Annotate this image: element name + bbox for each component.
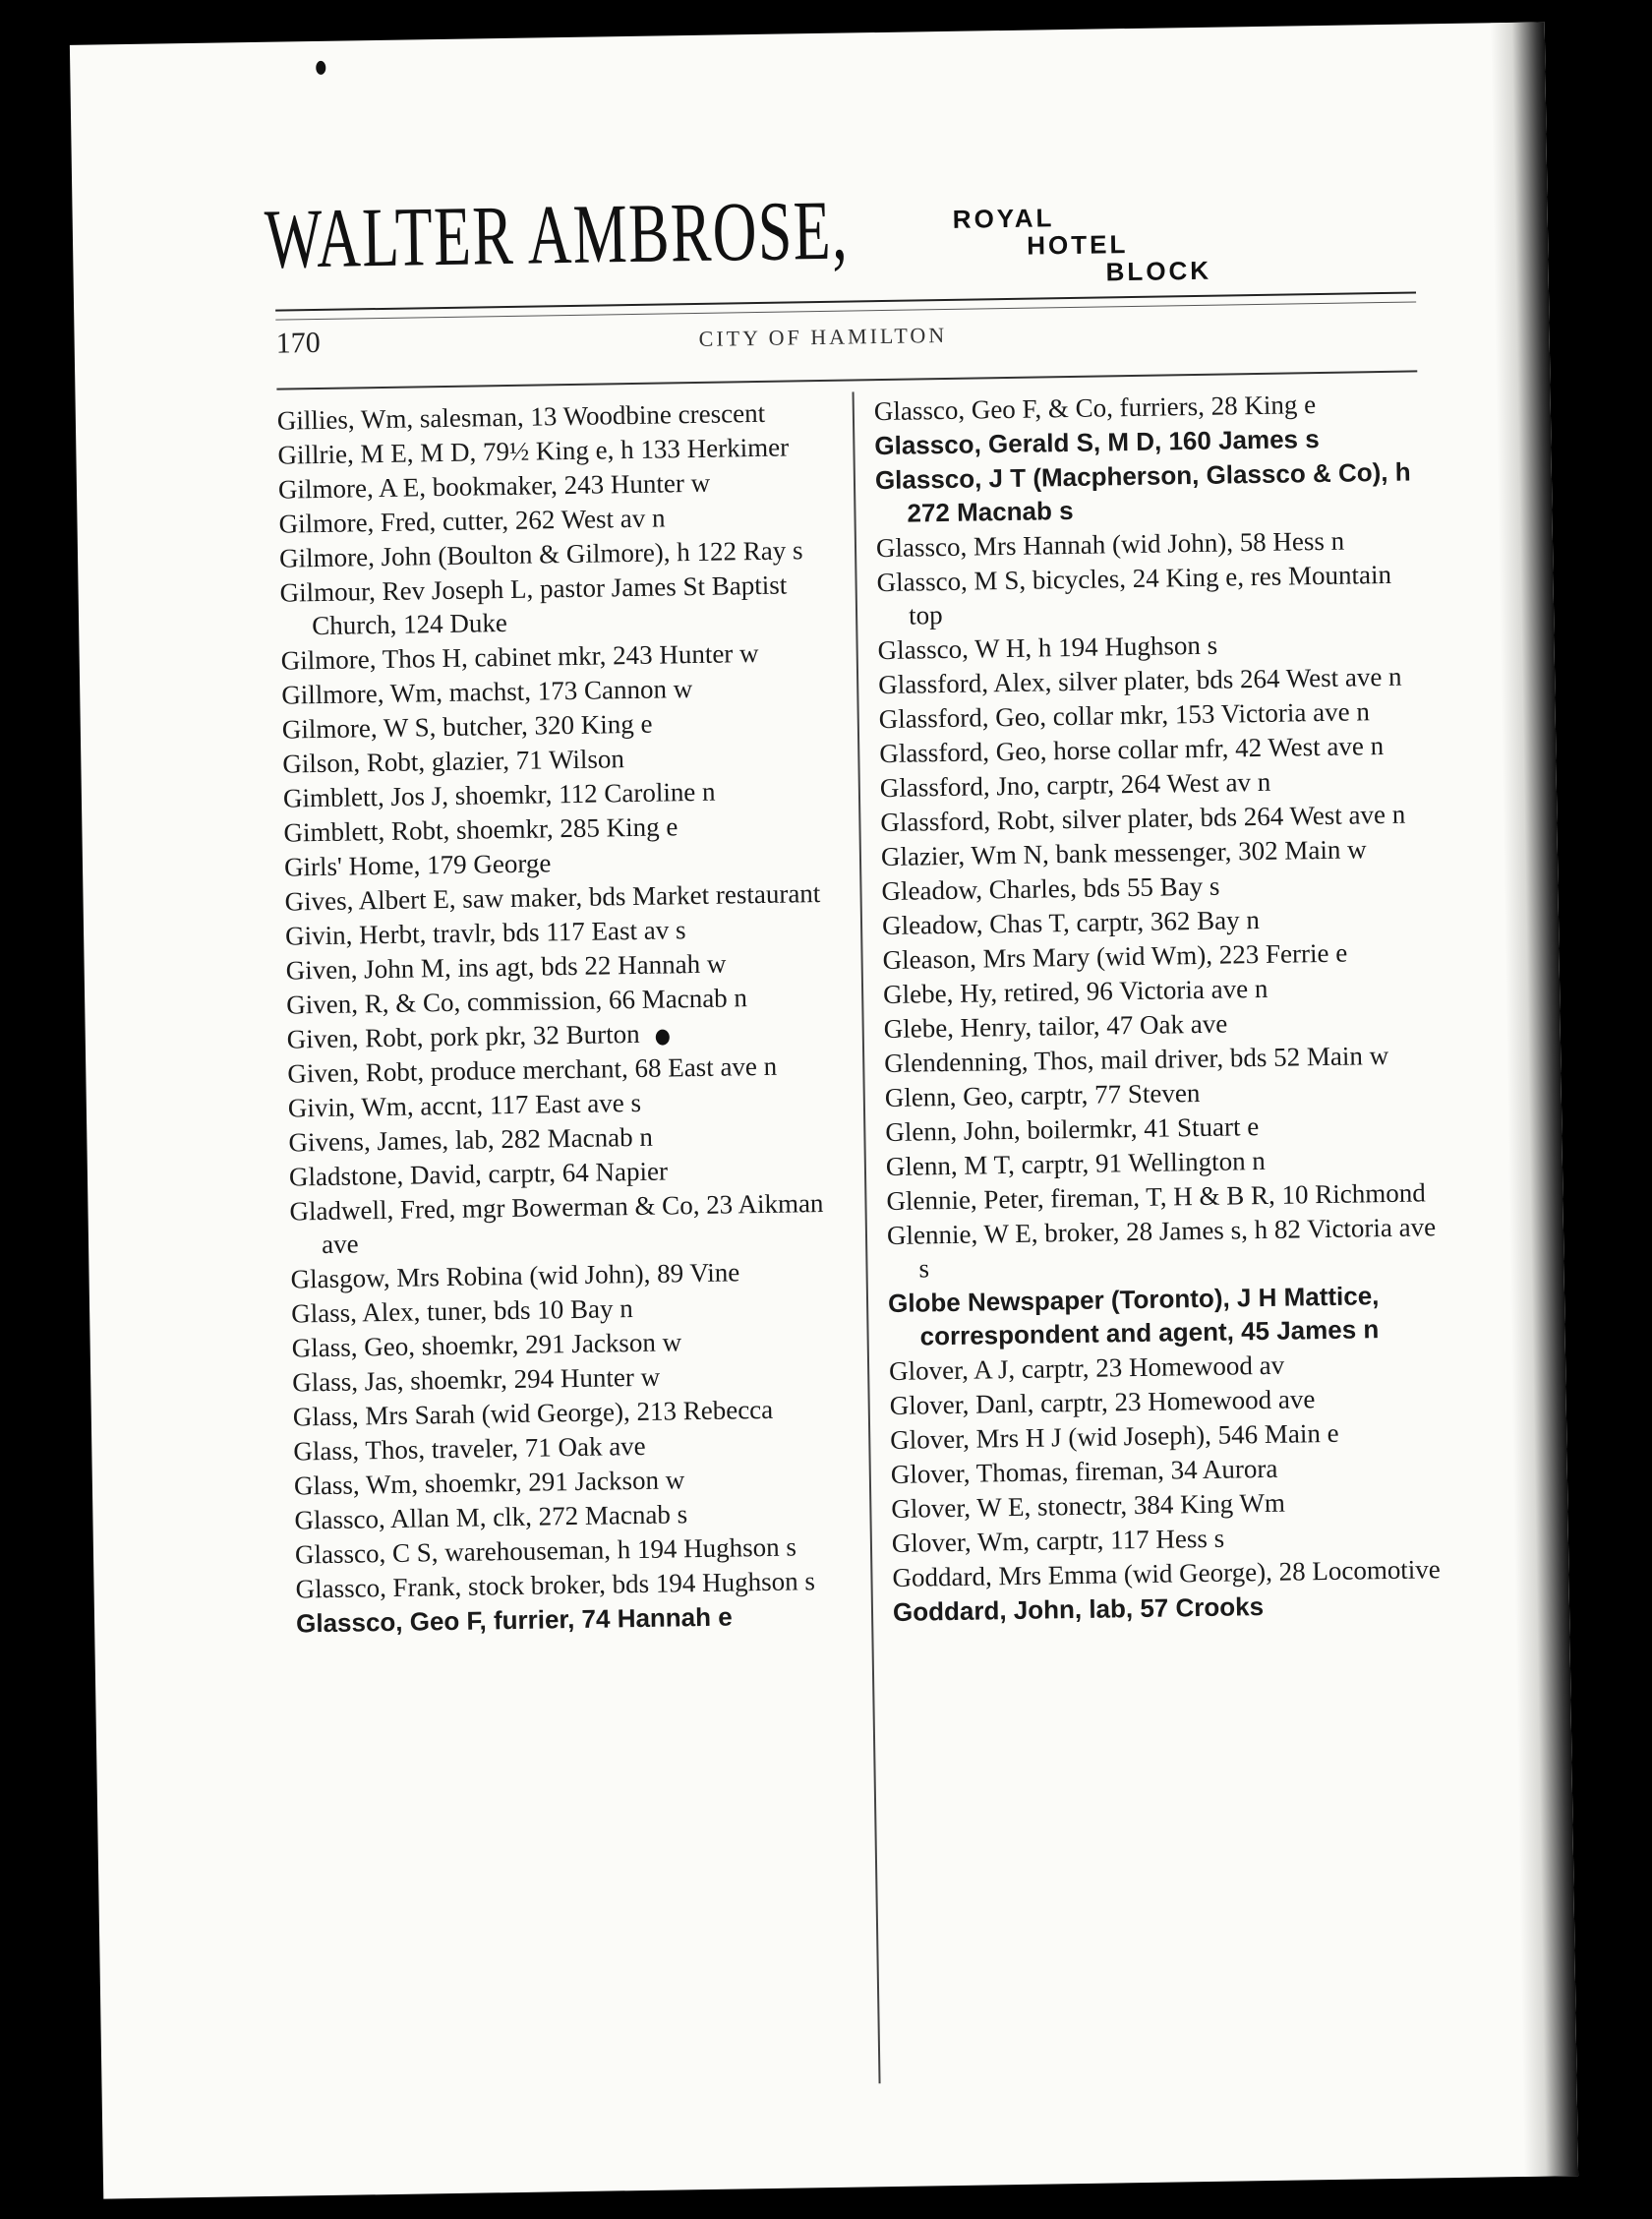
directory-entry: Glenn, M T, carptr, 91 Wellington n [885, 1145, 1267, 1182]
directory-entry: Givens, James, lab, 282 Macnab n [288, 1121, 654, 1158]
directory-entry: Gleadow, Chas T, carptr, 362 Bay n [881, 905, 1261, 941]
directory-page [70, 22, 1578, 2198]
directory-entry: Glass, Thos, traveler, 71 Oak ave [293, 1430, 646, 1467]
directory-entry: Gimblett, Jos J, shoemkr, 112 Caroline n [282, 776, 716, 813]
directory-entry: Glassco, Allan M, clk, 272 Macnab s [294, 1499, 688, 1535]
directory-entry: Goddard, John, lab, 57 Crooks [892, 1591, 1265, 1627]
directory-entry: Glass, Alex, tuner, bds 10 Bay n [290, 1293, 634, 1329]
directory-entry: Glendenning, Thos, mail driver, bds 52 Main w [884, 1040, 1389, 1079]
directory-entry: Glennie, W E, broker, 28 James s, h 82 Victoria ave s [886, 1212, 1437, 1284]
ink-speck [656, 1029, 670, 1045]
directory-entry: Glover, Wm, carptr, 117 Hess s [891, 1523, 1225, 1558]
directory-entry: Given, R, & Co, commission, 66 Macnab n [286, 983, 748, 1020]
directory-entry: Gilmore, Thos H, cabinet mkr, 243 Hunter w [280, 637, 759, 676]
directory-entry: Given, John M, ins agt, bds 22 Hannah w [285, 948, 727, 986]
directory-entry: Glassco, C S, warehouseman, h 194 Hughson s [294, 1531, 797, 1570]
book-spine-shadow [1491, 22, 1578, 2177]
directory-entry: Gilmore, A E, bookmaker, 243 Hunter w [277, 467, 711, 505]
directory-entry: Gillrie, M E, M D, 79½ King e, h 133 Herkimer [277, 432, 790, 470]
directory-entry: Gimblett, Robt, shoemkr, 285 King e [283, 811, 678, 848]
directory-entry: Gladstone, David, carptr, 64 Napier [288, 1156, 669, 1192]
directory-entry: Globe Newspaper (Toronto), J H Mattice, correspondent and agent, 45 James n [887, 1281, 1380, 1351]
directory-entry: Glass, Geo, shoemkr, 291 Jackson w [291, 1327, 682, 1363]
directory-entry: Glassco, Geo F, furrier, 74 Hannah e [295, 1601, 733, 1639]
directory-entry: Glassco, Geo F, & Co, furriers, 28 King e [873, 390, 1317, 427]
directory-entry: Glazier, Wm N, bank messenger, 302 Main w [880, 834, 1367, 872]
directory-entry: Glennie, Peter, fireman, T, H & B R, 10 Richmond [886, 1177, 1426, 1217]
address-line-block: BLOCK [1105, 255, 1212, 287]
running-head [275, 309, 1417, 370]
directory-entry: Gives, Albert E, saw maker, bds Market restaurant [284, 878, 821, 917]
directory-entry: Glebe, Henry, tailor, 47 Oak ave [883, 1008, 1228, 1045]
directory-entry: Gladwell, Fred, mgr Bowerman & Co, 23 Aikman ave [289, 1188, 824, 1260]
directory-entry: Glassco, Mrs Hannah (wid John), 58 Hess n [875, 525, 1345, 564]
directory-entry: Given, Robt, produce merchant, 68 East ave n [287, 1050, 778, 1089]
directory-entry: Given, Robt, pork pkr, 32 Burton [286, 1018, 640, 1054]
directory-entry: Glover, W E, stonectr, 384 King Wm [891, 1487, 1286, 1524]
directory-entry: Glassford, Jno, carptr, 264 West av n [879, 766, 1271, 804]
address-line-hotel: HOTEL [1026, 229, 1129, 261]
directory-entry: Gilmour, Rev Joseph L, pastor James St Baptist Church, 124 Duke [279, 570, 788, 641]
left-column [277, 395, 848, 1642]
directory-entry: Glebe, Hy, retired, 96 Victoria ave n [882, 973, 1268, 1010]
directory-entry: Glassco, W H, h 194 Hughson s [877, 630, 1218, 666]
directory-entry: Glenn, John, boilermkr, 41 Stuart e [885, 1111, 1260, 1148]
directory-entry: Glassford, Geo, collar mkr, 153 Victoria ave n [878, 696, 1371, 735]
directory-entry: Goddard, Mrs Emma (wid George), 28 Locomotive [892, 1554, 1442, 1592]
directory-entry: Gilmore, W S, butcher, 320 King e [281, 708, 653, 745]
directory-entry: Gillies, Wm, salesman, 13 Woodbine crescent [276, 397, 766, 436]
directory-entry: Glassco, J T (Macpherson, Glassco & Co), h 272 Macnab s [874, 456, 1411, 528]
directory-entry: Glassco, M S, bicycles, 24 King e, res Mountain top [876, 559, 1392, 630]
directory-entry: Glassford, Alex, silver plater, bds 264 West ave n [877, 661, 1402, 700]
running-head-rule [276, 370, 1417, 390]
directory-entry: Glenn, Geo, carptr, 77 Steven [884, 1077, 1201, 1113]
directory-entry: Glass, Jas, shoemkr, 294 Hunter w [292, 1361, 661, 1398]
directory-entry: Glass, Wm, shoemkr, 291 Jackson w [293, 1465, 685, 1501]
directory-entry: Gilson, Robt, glazier, 71 Wilson [282, 744, 625, 779]
address-line-royal: ROYAL [952, 203, 1055, 234]
directory-entry: Glover, A J, carptr, 23 Homewood av [888, 1349, 1285, 1386]
directory-entry: Glassco, Gerald S, M D, 160 James s [874, 424, 1320, 461]
directory-entry: Glassford, Robt, silver plater, bds 264 West ave n [880, 799, 1406, 838]
ink-speck [316, 61, 325, 75]
directory-entry: Glasgow, Mrs Robina (wid John), 89 Vine [290, 1257, 740, 1294]
directory-entry: Gleadow, Charles, bds 55 Bay s [881, 870, 1220, 907]
directory-entry: Gilmore, Fred, cutter, 262 West av n [278, 503, 666, 539]
page-number: 170 [275, 326, 321, 360]
right-column [874, 386, 1445, 1630]
directory-entry: Glass, Mrs Sarah (wid George), 213 Rebecca [292, 1394, 774, 1432]
directory-entry: Gillmore, Wm, machst, 173 Cannon w [281, 674, 693, 710]
directory-entry: Gleason, Mrs Mary (wid Wm), 223 Ferrie e [882, 937, 1348, 976]
directory-entry: Givin, Wm, accnt, 117 East ave s [287, 1087, 642, 1123]
directory-entry: Glassco, Frank, stock broker, bds 194 Hughson s [295, 1566, 816, 1604]
directory-entry: Glover, Danl, carptr, 23 Homewood ave [889, 1384, 1316, 1420]
advertisement-header [264, 142, 1446, 318]
directory-entry: Gilmore, John (Boulton & Gilmore), h 122 Ray s [278, 535, 803, 573]
directory-entry: Girls' Home, 179 George [283, 848, 552, 882]
column-divider [853, 391, 881, 2083]
directory-entry: Glover, Mrs H J (wid Joseph), 546 Main e [890, 1417, 1339, 1455]
advertiser-name: WALTER AMBROSE, [264, 182, 850, 286]
directory-entry: Glover, Thomas, fireman, 34 Aurora [890, 1453, 1278, 1489]
running-title: CITY OF HAMILTON [698, 322, 948, 351]
directory-entry: Glassford, Geo, horse collar mfr, 42 West ave n [879, 731, 1385, 769]
directory-entry: Givin, Herbt, travlr, bds 117 East av s [284, 915, 686, 951]
